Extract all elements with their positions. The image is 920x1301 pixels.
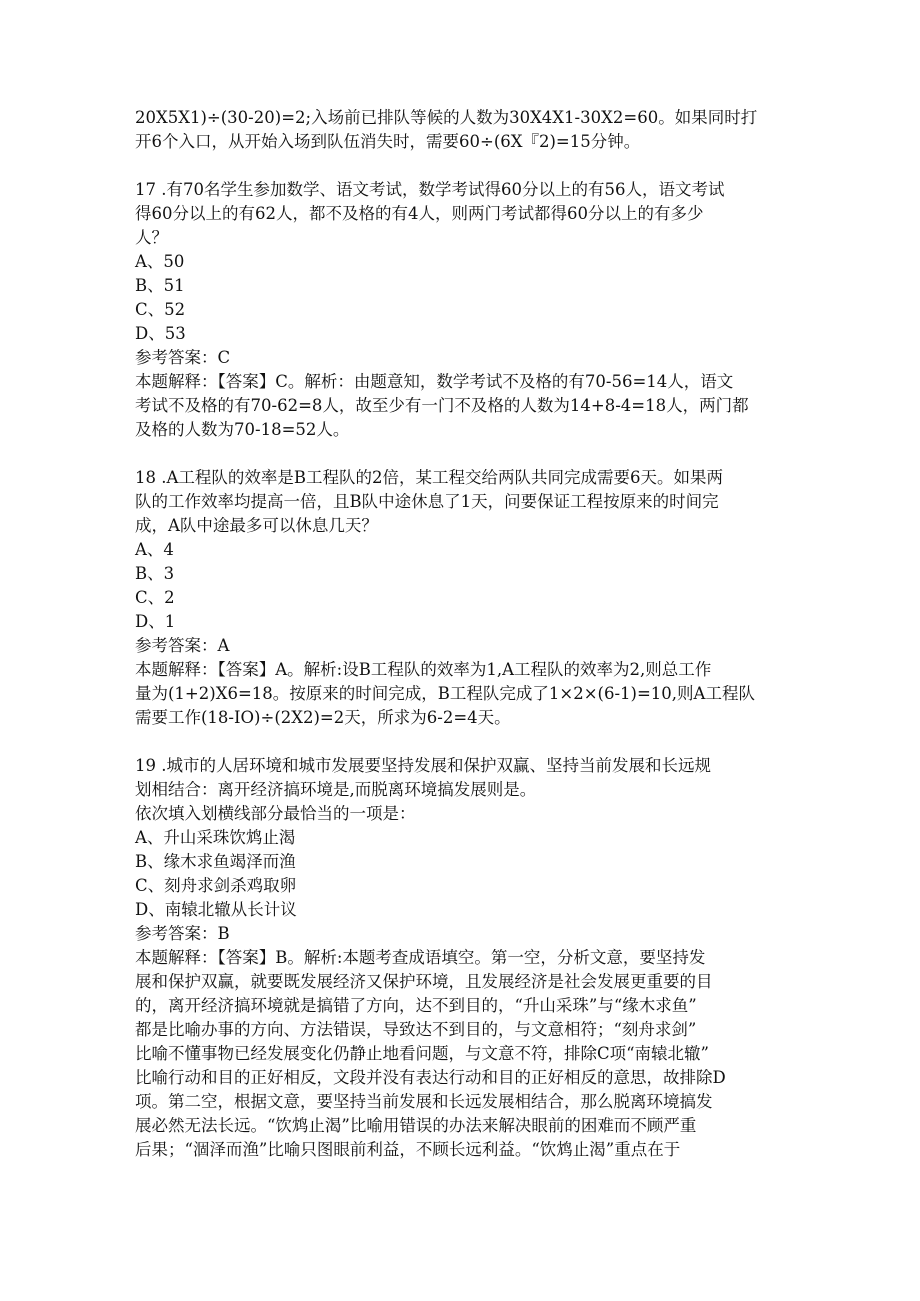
- option-d: D、53: [135, 324, 186, 343]
- explanation-line: 比喻行动和目的正好相反，文段并没有表达行动和目的正好相反的意思，故排除D: [135, 1068, 726, 1087]
- question-stem-line: 队的工作效率均提高一倍，且B队中途休息了1天，问要保证工程按原来的时间完: [135, 492, 719, 511]
- question-stem-line: 得60分以上的有62人，都不及格的有4人，则两门考试都得60分以上的有多少: [135, 204, 704, 223]
- question-17: [135, 178, 795, 442]
- explanation-line: 量为(1+2)X6=18。按原来的时间完成，B工程队完成了1×2×(6-1)=10,则A工程队: [135, 684, 755, 703]
- question-stem-line: 17 .有70名学生参加数学、语文考试，数学考试得60分以上的有56人，语文考试: [135, 180, 725, 199]
- reference-answer: 参考答案：C: [135, 348, 231, 367]
- question-stem-line: 依次填入划横线部分最恰当的一项是：: [135, 804, 416, 823]
- option-a: A、升山采珠饮鸩止渴: [135, 828, 296, 847]
- reference-answer: 参考答案：B: [135, 924, 230, 943]
- option-a: A、50: [135, 252, 185, 271]
- explanation-line: 本题解释：【答案】C。解析：由题意知，数学考试不及格的有70-56=14人，语文: [135, 372, 734, 391]
- explanation-line: 比喻不懂事物已经发展变化仍静止地看问题，与文意不符，排除C项“南辕北辙”: [135, 1044, 709, 1063]
- option-c: C、刻舟求剑杀鸡取卵: [135, 876, 297, 895]
- explanation-line: 本题解释：【答案】A。解析:设B工程队的效率为1,A工程队的效率为2,则总工作: [135, 660, 712, 679]
- question-19: [135, 754, 795, 1162]
- question-stem-line: 19 .城市的人居环境和城市发展要坚持发展和保护双赢、坚持当前发展和长远规: [135, 756, 711, 775]
- option-a: A、4: [135, 540, 174, 559]
- question-stem-line: 人？: [135, 228, 168, 247]
- question-stem-line: 成，A队中途最多可以休息几天？: [135, 516, 378, 535]
- option-c: C、2: [135, 588, 175, 607]
- explanation-line: 展和保护双赢，就要既发展经济又保护环境，且发展经济是社会发展更重要的目: [135, 972, 713, 991]
- explanation-line: 需要工作(18-IO)÷(2X2)=2天，所求为6-2=4天。: [135, 708, 511, 727]
- reference-answer: 参考答案：A: [135, 636, 230, 655]
- question-18: [135, 466, 795, 730]
- document-page: [135, 106, 795, 1162]
- option-b: B、缘木求鱼竭泽而渔: [135, 852, 296, 871]
- intro-paragraph: [135, 106, 795, 154]
- option-b: B、51: [135, 276, 185, 295]
- explanation-line: 都是比喻办事的方向、方法错误，导致达不到目的，与文意相符；“刻舟求剑”: [135, 1020, 697, 1039]
- option-b: B、3: [135, 564, 175, 583]
- explanation-line: 项。第二空，根据文意，要坚持当前发展和长远发展相结合，那么脱离环境搞发: [135, 1092, 713, 1111]
- question-stem-line: 划相结合：离开经济搞环境是,而脱离环境搞发展则是。: [135, 780, 537, 799]
- option-d: D、南辕北辙从长计议: [135, 900, 297, 919]
- explanation-line: 考试不及格的有70-62=8人，故至少有一门不及格的人数为14+8-4=18人，两门都: [135, 396, 749, 415]
- explanation-line: 本题解释：【答案】B。解析:本题考查成语填空。第一空，分析文意，要坚持发: [135, 948, 706, 967]
- explanation-line: 及格的人数为70-18=52人。: [135, 420, 350, 439]
- explanation-line: 的，离开经济搞环境就是搞错了方向，达不到目的，“升山采珠”与“缘木求鱼”: [135, 996, 697, 1015]
- option-d: D、1: [135, 612, 176, 631]
- option-c: C、52: [135, 300, 186, 319]
- text-line: 开6个入口，从开始入场到队伍消失时，需要60÷(6X『2)=15分钟。: [135, 132, 641, 151]
- text-line: 20X5X1)÷(30-20)=2;入场前已排队等候的人数为30X4X1-30X2=60。如果同时打: [135, 108, 758, 127]
- explanation-line: 展必然无法长远。“饮鸩止渴”比喻用错误的办法来解决眼前的困难而不顾严重: [135, 1116, 697, 1135]
- question-stem-line: 18 .A工程队的效率是B工程队的2倍，某工程交给两队共同完成需要6天。如果两: [135, 468, 724, 487]
- explanation-line: 后果；“涸泽而渔”比喻只图眼前利益，不顾长远利益。“饮鸩止渴”重点在于: [135, 1140, 681, 1159]
